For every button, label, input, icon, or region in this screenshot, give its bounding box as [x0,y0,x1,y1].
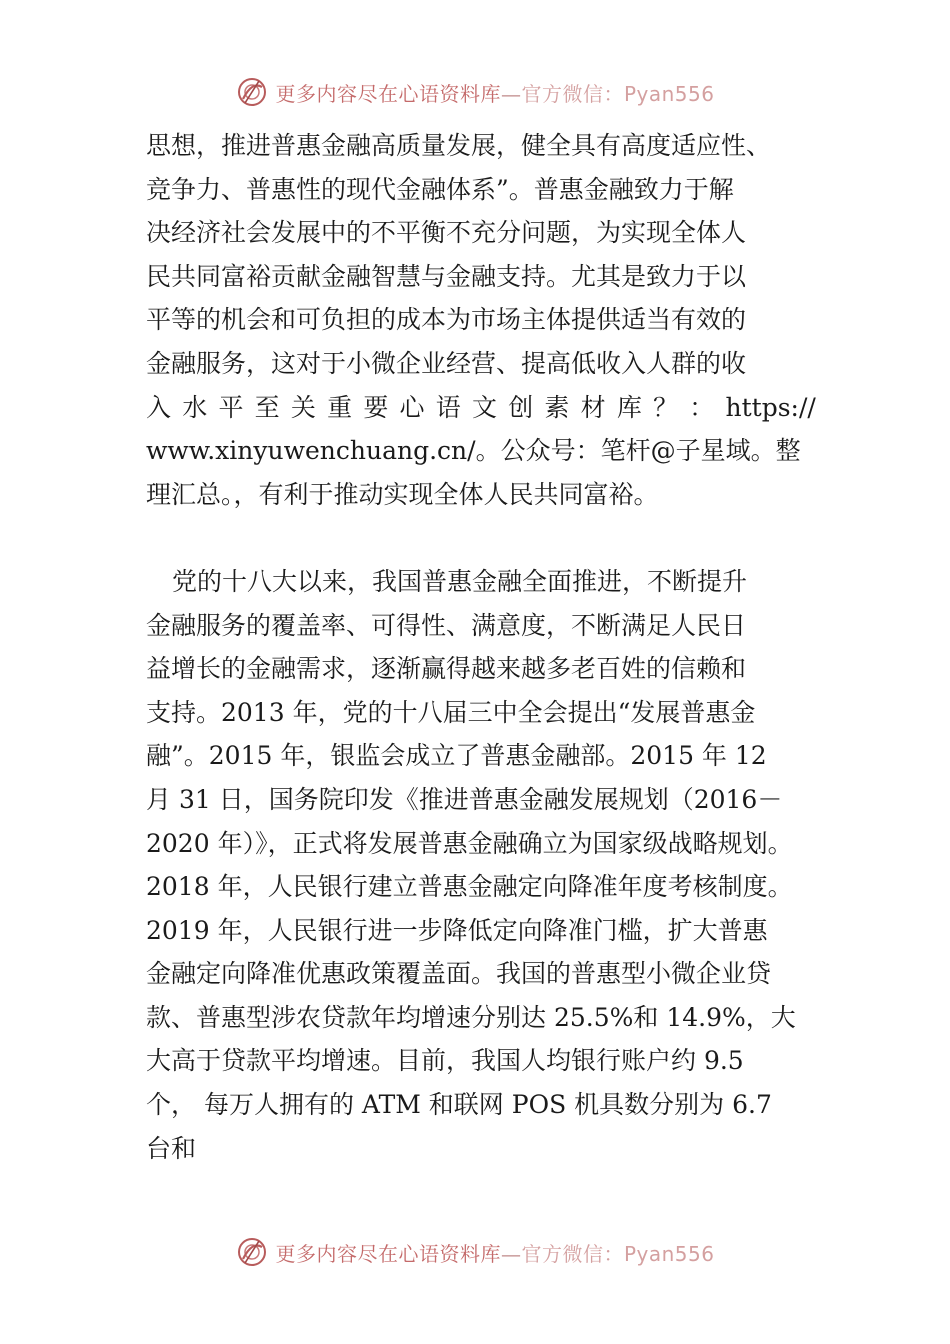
text-line: 思想，推进普惠金融高质量发展，健全具有高度适应性、 [146,131,772,160]
text-line: 党的十八大以来，我国普惠金融全面推进，不断提升 [172,566,748,596]
watermark-header [0,72,950,112]
text-line: 2019 年，人民银行进一步降低定向降准门槛，扩大普惠 [146,915,768,945]
watermark-dash: — [500,1241,522,1266]
text-line-justified [146,386,816,430]
text-line: 金融服务的覆盖率、可得性、满意度，不断满足人民日 [146,610,747,640]
text-line: 月 31 日，国务院印发《推进普惠金融发展规划（2016－ [146,784,783,814]
text-glyph: 至 [254,392,280,422]
logo-icon [235,75,269,109]
text-line: 个， 每万人拥有的 ATM 和联网 POS 机具数分别为 6.7 [146,1090,772,1120]
text-glyph: 心 [399,392,425,422]
watermark-brand: 更多内容尽在心语资料库 [275,1241,501,1266]
document-body [146,124,816,1170]
watermark-text [275,1238,714,1267]
text-line: www.xinyuwenchuang.cn/。公众号：笔杆@子星域。整 [146,436,801,466]
text-line: 支持。2013 年，党的十八届三中全会提出“发展普惠金 [146,697,756,727]
text-glyph: 水 [182,392,208,422]
text-glyph: ： [689,392,715,422]
text-line: 理汇总。，有利于推动实现全体人民共同富裕。 [146,479,659,509]
text-glyph: 平 [218,392,244,422]
text-line: 平等的机会和可负担的成本为市场主体提供适当有效的 [146,305,747,335]
text-line: 决经济社会发展中的不平衡不充分问题，为实现全体人 [146,218,747,248]
text-glyph: https:// [725,392,816,422]
text-glyph: 文 [471,392,497,422]
text-glyph: 库 [616,392,642,422]
text-line: 2018 年，人民银行建立普惠金融定向降准年度考核制度。 [146,872,793,902]
text-line: 款、普惠型涉农贷款年均增速分别达 25.5%和 14.9%，大 [146,1002,796,1032]
text-glyph: 材 [580,392,606,422]
watermark-brand: 更多内容尽在心语资料库 [275,81,501,106]
text-glyph: 语 [435,392,461,422]
paragraph-gap [146,516,816,560]
logo-icon [235,1235,269,1269]
text-glyph: 创 [508,392,534,422]
text-line: 金融定向降准优惠政策覆盖面。我国的普惠型小微企业贷 [146,959,772,989]
text-line: 2020 年）》，正式将发展普惠金融确立为国家级战略规划。 [146,828,793,858]
text-line: 民共同富裕贡献金融智慧与金融支持。尤其是致力于以 [146,261,747,291]
paragraph-2 [146,560,816,1170]
text-line: 金融服务，这对于小微企业经营、提高低收入人群的收 [146,348,747,378]
text-glyph: 入 [146,392,172,422]
text-line: 竞争力、普惠性的现代金融体系”。普惠金融致力于解 [146,174,734,204]
paragraph-1 [146,124,816,516]
watermark-footer [0,1232,950,1272]
watermark-contact: 官方微信：Pyan556 [521,1241,715,1266]
watermark-text [275,78,714,107]
watermark-dash: — [500,81,522,106]
text-line: 益增长的金融需求，逐渐赢得越来越多老百姓的信赖和 [146,654,747,684]
text-glyph: 重 [327,392,353,422]
text-glyph: 素 [544,392,570,422]
text-glyph: 关 [290,392,316,422]
watermark-contact: 官方微信：Pyan556 [521,81,715,106]
text-line: 台和 [146,1133,197,1163]
text-line: 大高于贷款平均增速。目前，我国人均银行账户约 9.5 [146,1046,744,1076]
text-glyph: ？ [653,392,679,422]
text-glyph: 要 [363,392,389,422]
text-line: 融”。2015 年，银监会成立了普惠金融部。2015 年 12 [146,741,767,771]
